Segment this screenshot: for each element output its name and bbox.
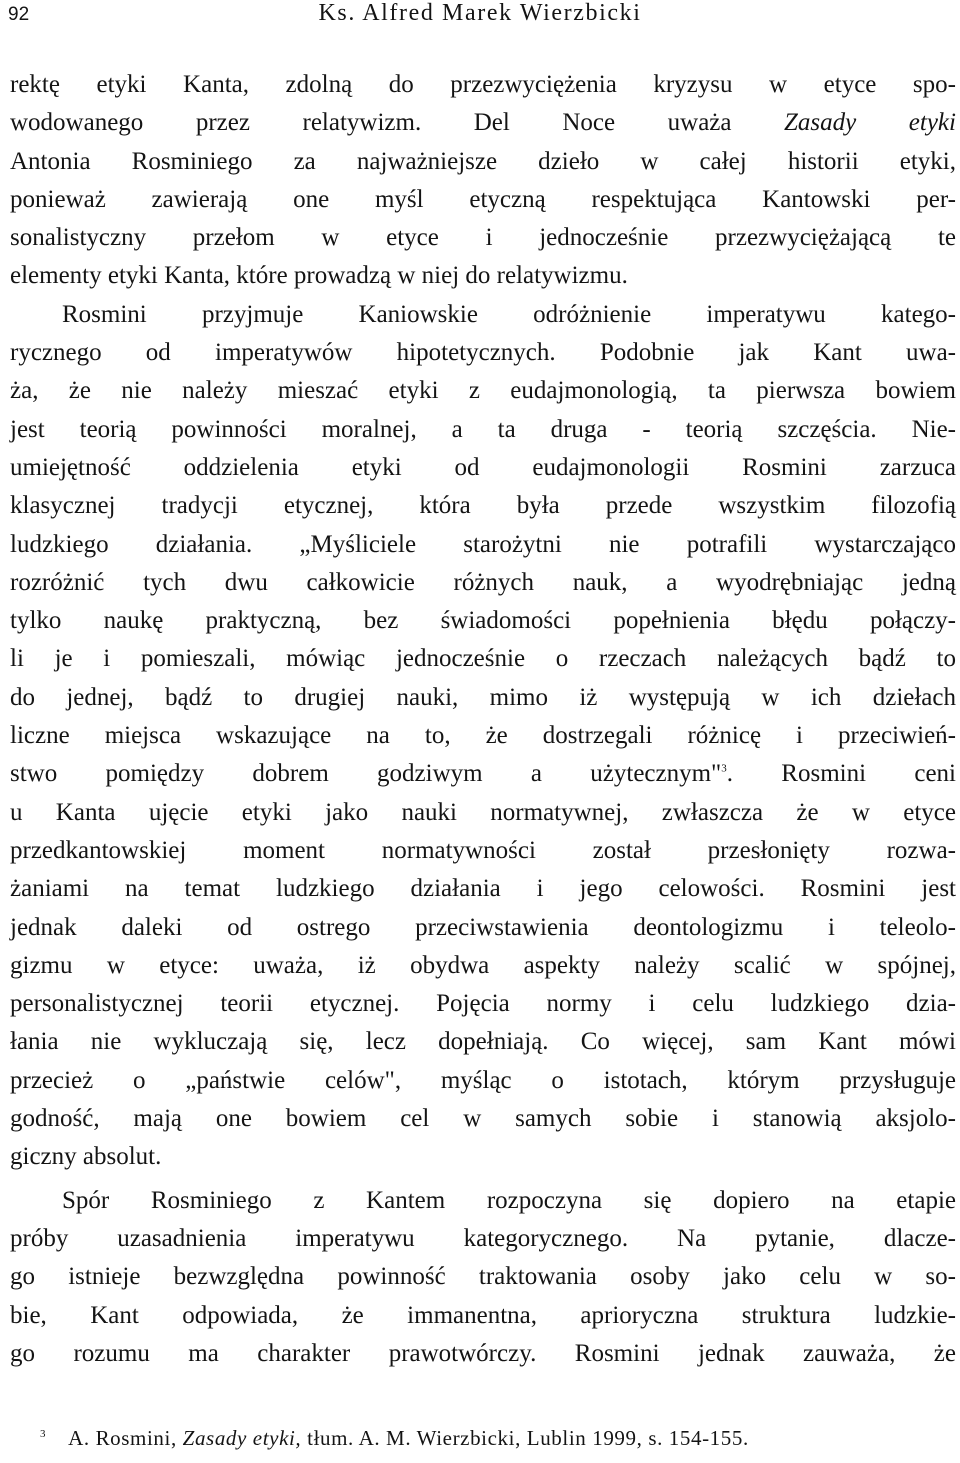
text-line: liczne miejsca wskazujące na to, że dostrzegali różnicę i przeciwień- [10,722,956,750]
footnote-number: 3 [40,1428,47,1440]
italic-title: Zasady etyki [784,109,956,137]
text-line: godność, mają one bowiem cel w samych sobie i stanowią aksjolo- [10,1105,956,1133]
running-head: Ks. Alfred Marek Wierzbicki [318,0,642,26]
text-line: przedkantowskiej moment normatywności został przesłonięty rozwa- [10,836,956,864]
text-line: jednak daleki od ostrego przeciwstawienia deontologizmu i teleolo- [10,913,956,941]
text-line: gizmu w etyce: uważa, iż obydwa aspekty należy scalić w spójnej, [10,951,956,979]
text-span: . Rosmini ceni [726,760,956,788]
text-line: umiejętność oddzielenia etyki od eudajmonologii Rosmini zarzuca [10,453,956,481]
footnote-reference: 3 [721,763,727,776]
text-line: tylko naukę praktyczną, bez świadomości popełnienia błędu połączy- [10,607,956,635]
body-text [10,66,956,1373]
text-span: wodowanego przez relatywizm. Del Noce uważa [10,109,785,137]
text-line: próby uzasadnienia imperatywu kategorycznego. Na pytanie, dlacze- [10,1224,956,1252]
text-line: u Kanta ujęcie etyki jako nauki normatywnej, zwłaszcza że w etyce [10,798,956,826]
text-line: łania nie wykluczają się, lecz dopełniają. Co więcej, sam Kant mówi [10,1028,956,1056]
text-span: stwo pomiędzy dobrem godziwym a użytecznym" [10,760,722,788]
footnote [10,1426,956,1451]
text-line: bie, Kant odpowiada, że immanentna, aprioryczna struktura ludzkie- [10,1301,956,1329]
text-line: klasycznej tradycji etycznej, która była przede wszystkim filozofią [10,492,956,520]
text-line: Spór Rosminiego z Kantem rozpoczyna się dopiero na etapie [62,1186,956,1214]
page-number: 92 [8,4,30,25]
text-line: jest teorią powinności moralnej, a ta druga - teorią szczęścia. Nie- [10,415,956,443]
text-line: Antonia Rosminiego za najważniejsze dzieło w całej historii etyki, [10,147,956,175]
footnote-text: A. Rosmini, [68,1426,183,1450]
text-line [10,755,956,793]
text-line: ludzkiego działania. „Myśliciele starożytni nie potrafili wystarczająco [10,530,956,558]
text-line: elementy etyki Kanta, które prowadzą w niej do relatywizmu. [10,262,628,290]
text-line: li je i pomieszali, mówiąc jednocześnie o rzeczach należących bądź to [10,645,956,673]
text-line: Rosmini przyjmuje Kaniowskie odróżnienie imperatywu katego- [62,300,956,328]
text-line: ża, że nie należy mieszać etyki z eudajmonologią, ta pierwsza bowiem [10,377,956,405]
text-line: giczny absolut. [10,1143,162,1171]
text-line: rektę etyki Kanta, zdolną do przezwyciężenia kryzysu w etyce spo- [10,71,956,98]
text-line: do jednej, bądź to drugiej nauki, mimo iż występują w ich dziełach [10,683,956,711]
footnote-italic-title: Zasady etyki, [182,1426,302,1450]
page-header [0,0,960,30]
text-line: go istnieje bezwzględna powinność traktowania osoby jako celu w so- [10,1263,956,1291]
footnote-text: tłum. A. M. Wierzbicki, Lublin 1999, s. 154-155. [301,1426,749,1450]
text-line [10,104,956,142]
text-line: rozróżnić tych dwu całkowicie różnych nauk, a wyodrębniając jedną [10,568,956,596]
text-line: ponieważ zawierają one myśl etyczną respektująca Kantowski per- [10,185,956,213]
text-line: sonalistyczny przełom w etyce i jednocześnie przezwyciężającą te [10,224,956,252]
text-line: żaniami na temat ludzkiego działania i jego celowości. Rosmini jest [10,875,956,903]
text-line: przecież o „państwie celów", myśląc o istotach, którym przysługuje [10,1066,956,1094]
text-line: rycznego od imperatywów hipotetycznych. Podobnie jak Kant uwa- [10,339,956,367]
text-line: personalistycznej teorii etycznej. Pojęcia normy i celu ludzkiego dzia- [10,990,956,1018]
text-line: go rozumu ma charakter prawotwórczy. Rosmini jednak zauważa, że [10,1339,956,1367]
